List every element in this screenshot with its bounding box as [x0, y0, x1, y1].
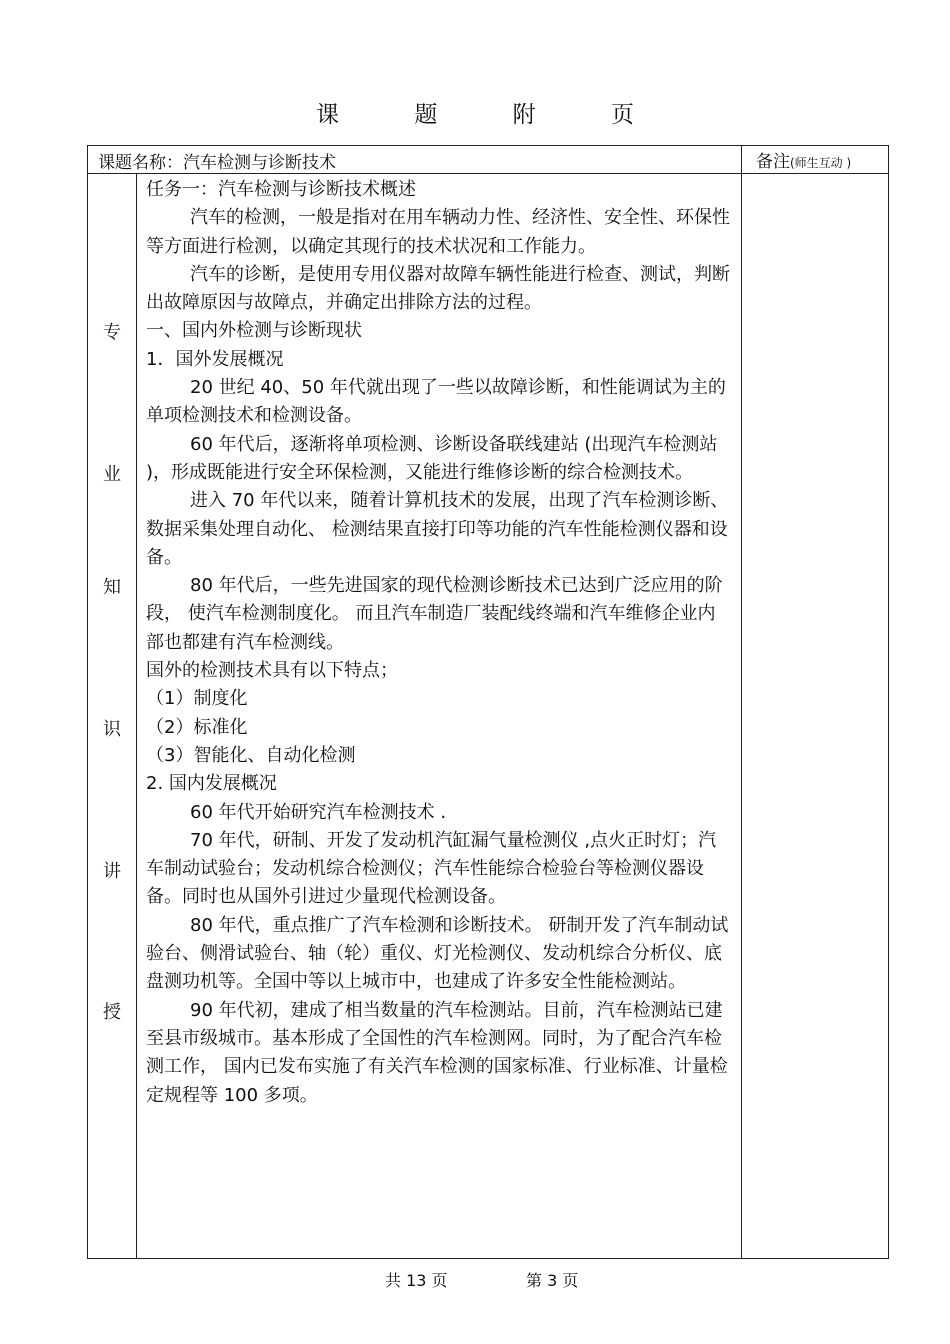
side-label-char: 业	[103, 464, 121, 485]
header-divider	[88, 173, 888, 174]
side-label-char: 知	[103, 577, 121, 598]
section-heading: 一、国内外检测与诊断现状	[146, 320, 362, 342]
side-label-char: 讲	[103, 861, 121, 882]
lecture-content	[146, 176, 730, 1110]
remark-header	[756, 147, 851, 172]
paragraph: 70 年代，研制、开发了发动机汽缸漏气量检测仪 ,点火正时灯；汽车制动试验台；发动机综合检测仪；汽车性能综合检验台等检测仪器设备。同时也从国外引进过少量现代检测设备。	[146, 829, 717, 908]
paragraph: 60 年代后，逐渐将单项检测、诊断设备联线建站 (出现汽车检测站 )，形成既能进行安全环保检测，又能进行维修诊断的综合检测技术。	[146, 433, 718, 483]
list-item: （1）制度化	[146, 688, 248, 710]
lesson-table	[87, 145, 889, 1259]
paragraph: 80 年代后，一些先进国家的现代检测诊断技术已达到广泛应用的阶段， 使汽车检测制度化。 而且汽车制造厂装配线终端和汽车维修企业内部也都建有汽车检测线。	[146, 575, 723, 653]
course-title: 课题名称：汽车检测与诊断技术	[98, 153, 336, 173]
remark-note: (师生互动 )	[790, 156, 852, 170]
paragraph: 汽车的诊断，是使用专用仪器对故障车辆性能进行检查、测试，判断出故障原因与故障点，并确定出排除方法的过程。	[146, 263, 730, 314]
current-page: 第 3 页	[526, 1271, 579, 1290]
subsection-heading: 2. 国内发展概况	[146, 773, 277, 795]
paragraph: 汽车的检测，一般是指对在用车辆动力性、经济性、安全性、环保性等方面进行检测，以确定其现行的技术状况和工作能力。	[146, 207, 730, 257]
side-column-divider	[136, 173, 137, 1258]
subsection-heading: 1．国外发展概况	[146, 348, 284, 370]
side-label-char: 授	[103, 1002, 121, 1023]
paragraph: 80 年代，重点推广了汽车检测和诊断技术。 研制开发了汽车制动试验台、侧滑试验台、轴（轮）重仪、灯光检测仪、发动机综合分析仪、底盘测功机等。全国中等以上城市中，也建成了许多安全性能检测站。	[146, 914, 729, 993]
total-pages: 共 13 页	[385, 1271, 448, 1290]
paragraph: 60 年代开始研究汽车检测技术 .	[190, 801, 447, 823]
side-label-char: 识	[103, 719, 121, 740]
list-item: （2）标准化	[146, 716, 248, 738]
paragraph: 国外的检测技术具有以下特点；	[146, 660, 398, 682]
paragraph: 20 世纪 40、50 年代就出现了一些以故障诊断，和性能调试为主的单项检测技术和检测设备。	[146, 377, 726, 427]
list-item: （3）智能化、自动化检测	[146, 744, 356, 766]
remark-label: 备注	[756, 152, 790, 172]
paragraph: 进入 70 年代以来，随着计算机技术的发展，出现了汽车检测诊断、数据采集处理自动化、 检测结果直接打印等功能的汽车性能检测仪器和设备。	[146, 490, 729, 568]
remark-column-divider	[741, 146, 742, 1258]
task-heading: 任务一：汽车检测与诊断技术概述	[146, 179, 416, 200]
page-title: 课 题 附 页	[316, 102, 668, 128]
side-label-char: 专	[103, 322, 121, 343]
paragraph: 90 年代初，建成了相当数量的汽车检测站。目前，汽车检测站已建至县市级城市。基本形成了全国性的汽车检测网。同时，为了配合汽车检测工作， 国内已发布实施了有关汽车检测的国家标准、行业标准、计量检定规程等 100 多项。	[146, 999, 728, 1106]
